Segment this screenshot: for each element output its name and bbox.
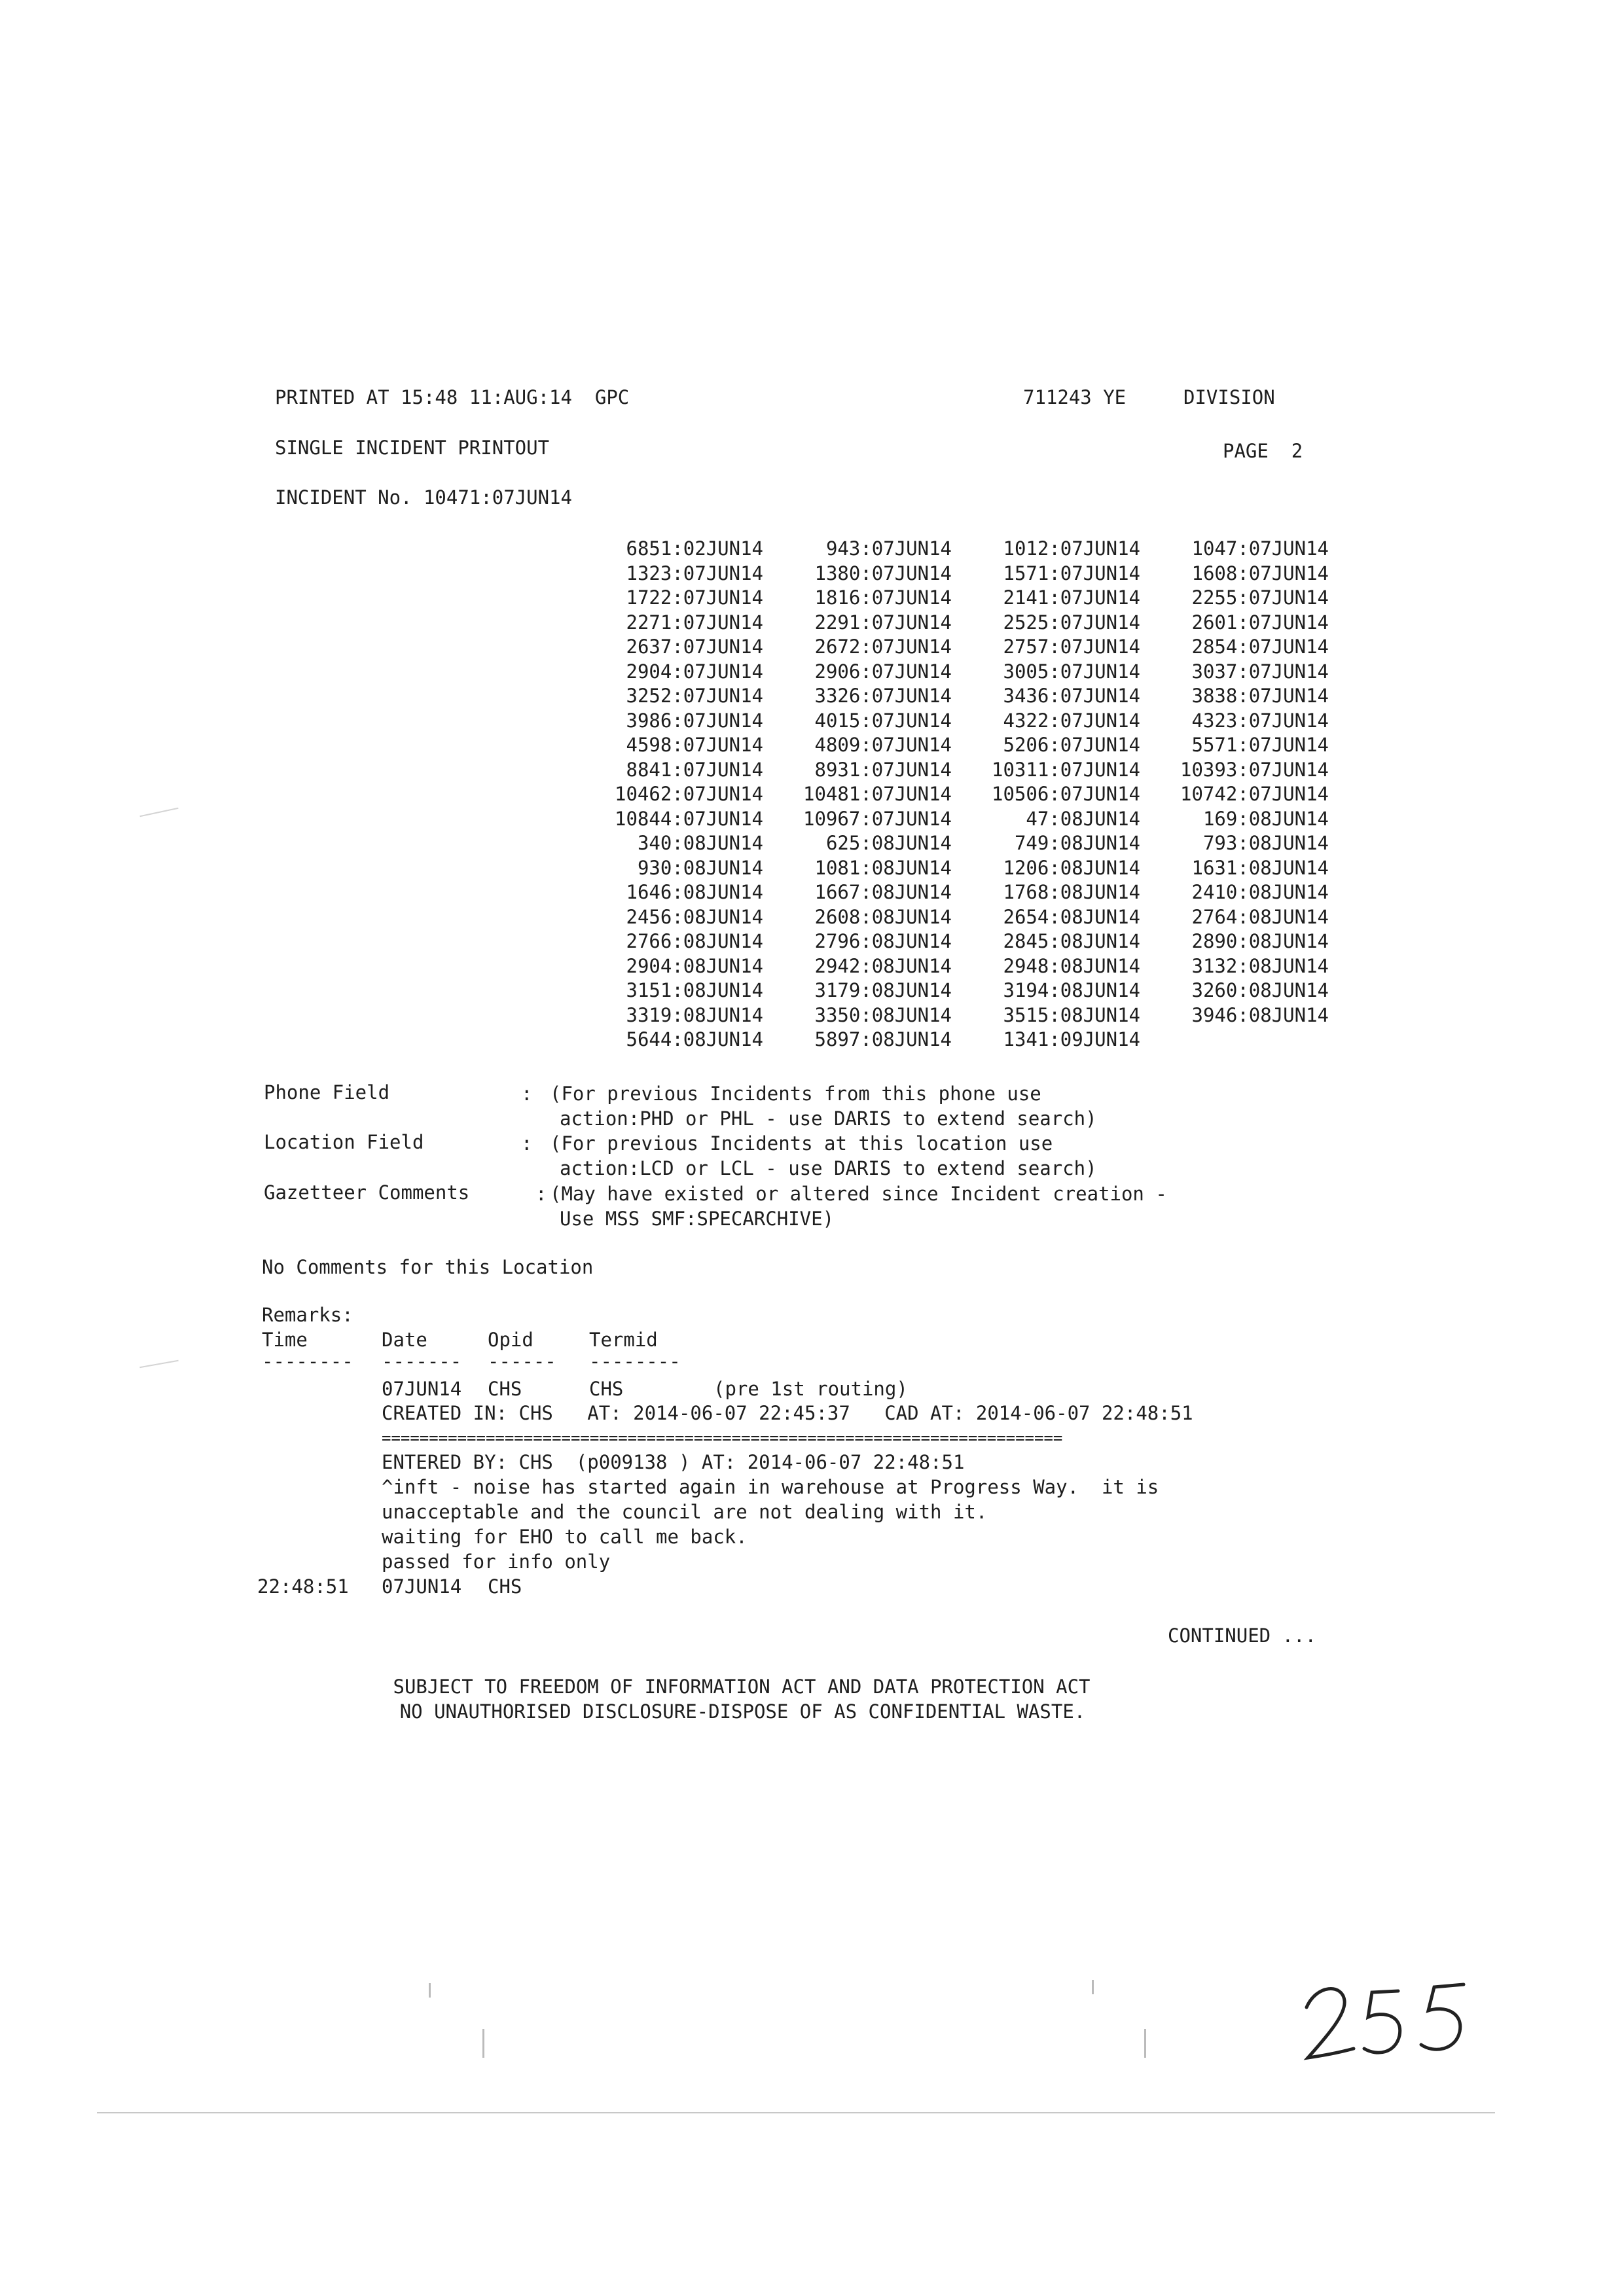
remark-text-line2: unacceptable and the council are not dealing with it. — [382, 1501, 988, 1523]
gazetteer-comments-note-line1: (May have existed or altered since Incident creation - — [550, 1183, 1167, 1205]
incident-ref-cell: 10311:07JUN14 — [992, 758, 1140, 781]
incident-ref-cell: 10393:07JUN14 — [1180, 758, 1329, 781]
remark-text-line3: waiting for EHO to call me back. — [382, 1526, 748, 1548]
incident-ref-cell: 2904:08JUN14 — [626, 954, 763, 977]
incident-ref-cell: 1722:07JUN14 — [626, 586, 763, 609]
remark-entry-opid: CHS — [488, 1378, 522, 1400]
continued-label: CONTINUED ... — [1168, 1624, 1316, 1647]
incident-ref-cell: 2948:08JUN14 — [1003, 954, 1140, 977]
incident-ref-cell: 10742:07JUN14 — [1180, 783, 1329, 805]
incident-ref-cell: 2764:08JUN14 — [1191, 905, 1329, 928]
incident-ref-cell: 3946:08JUN14 — [1191, 1003, 1329, 1026]
incident-ref-cell: 5644:08JUN14 — [626, 1028, 763, 1050]
incident-ref-cell: 2654:08JUN14 — [1003, 905, 1140, 928]
incident-ref-cell: 8841:07JUN14 — [626, 758, 763, 781]
remarks-col-opid: Opid — [488, 1329, 533, 1351]
scan-mark — [139, 1360, 178, 1368]
incident-ref-cell: 3252:07JUN14 — [626, 685, 763, 707]
incident-ref-cell: 2906:07JUN14 — [814, 660, 952, 683]
incident-ref-cell: 625:08JUN14 — [825, 832, 952, 854]
incident-ref-cell: 3132:08JUN14 — [1191, 954, 1329, 977]
incident-ref-cell: 1012:07JUN14 — [1003, 537, 1140, 560]
remark-entry2-time: 22:48:51 — [257, 1575, 349, 1598]
incident-ref-cell: 5571:07JUN14 — [1191, 734, 1329, 756]
incident-ref-cell: 10967:07JUN14 — [803, 807, 952, 830]
incident-ref-cell: 3005:07JUN14 — [1003, 660, 1140, 683]
incident-ref-cell: 10462:07JUN14 — [615, 783, 763, 805]
scan-mark — [1092, 1980, 1094, 1994]
incident-ref-cell: 2271:07JUN14 — [626, 611, 763, 634]
location-field-label: Location Field — [264, 1131, 424, 1153]
incident-ref-cell: 2845:08JUN14 — [1003, 930, 1140, 952]
remark-entry-date: 07JUN14 — [382, 1378, 462, 1400]
incident-ref-cell: 749:08JUN14 — [1014, 832, 1140, 854]
phone-field-note-line1: (For previous Incidents from this phone use — [550, 1083, 1041, 1105]
incident-reference-grid — [575, 537, 1329, 1052]
incident-ref-cell: 1608:07JUN14 — [1191, 562, 1329, 584]
incident-ref-cell: 169:08JUN14 — [1202, 807, 1329, 830]
incident-ref-cell: 3319:08JUN14 — [626, 1003, 763, 1026]
incident-ref-cell: 3326:07JUN14 — [814, 685, 952, 707]
incident-ref-cell: 5206:07JUN14 — [1003, 734, 1140, 756]
incident-ref-cell: 1341:09JUN14 — [1003, 1028, 1140, 1050]
remark-entry-termid: CHS — [589, 1378, 624, 1400]
incident-ref-cell: 340:08JUN14 — [637, 832, 763, 854]
incident-ref-cell: 1081:08JUN14 — [814, 856, 952, 879]
remarks-col-time: Time — [262, 1329, 308, 1351]
incident-ref-cell: 10481:07JUN14 — [803, 783, 952, 805]
incident-ref-cell: 10506:07JUN14 — [992, 783, 1140, 805]
incident-ref-cell: 930:08JUN14 — [637, 856, 763, 879]
incident-ref-cell: 2291:07JUN14 — [814, 611, 952, 634]
remarks-dash-termid: -------- — [589, 1350, 681, 1372]
incident-ref-cell: 2672:07JUN14 — [814, 636, 952, 658]
footer-notice-line1: SUBJECT TO FREEDOM OF INFORMATION ACT AND DATA PROTECTION ACT — [393, 1676, 1091, 1698]
phone-field-label: Phone Field — [264, 1081, 390, 1103]
incident-ref-cell: 1380:07JUN14 — [814, 562, 952, 584]
scan-mark — [139, 808, 178, 817]
incident-ref-cell: 1768:08JUN14 — [1003, 881, 1140, 903]
incident-ref-cell: 1667:08JUN14 — [814, 881, 952, 903]
remark-entry2-opid: CHS — [488, 1575, 522, 1598]
incident-ref-cell: 3436:07JUN14 — [1003, 685, 1140, 707]
incident-ref-cell: 2942:08JUN14 — [814, 954, 952, 977]
division-label: DIVISION — [1183, 386, 1275, 408]
scan-mark — [1144, 2029, 1146, 2058]
incident-ref-cell: 1816:07JUN14 — [814, 586, 952, 609]
incident-ref-cell: 5897:08JUN14 — [814, 1028, 952, 1050]
incident-ref-cell: 47:08JUN14 — [1026, 807, 1140, 830]
gazetteer-comments-note-line2: Use MSS SMF:SPECARCHIVE) — [560, 1208, 835, 1230]
remark-entry-note: (pre 1st routing) — [713, 1378, 908, 1400]
handwritten-page-number — [1300, 1971, 1470, 2070]
location-field-note-line2: action:LCD or LCL - use DARIS to extend search) — [560, 1157, 1097, 1179]
remarks-col-termid: Termid — [589, 1329, 658, 1351]
gazetteer-comments-label: Gazetteer Comments — [264, 1181, 470, 1204]
remarks-separator: ======================================================================== — [382, 1429, 1063, 1447]
footer-notice-line2: NO UNAUTHORISED DISCLOSURE-DISPOSE OF AS CONFIDENTIAL WASTE. — [399, 1700, 1086, 1723]
incident-ref-cell: 6851:02JUN14 — [626, 537, 763, 560]
printed-at: PRINTED AT 15:48 11:AUG:14 GPC — [275, 386, 630, 408]
incident-ref-cell: 8931:07JUN14 — [814, 758, 952, 781]
phone-field-separator: : — [521, 1083, 533, 1105]
incident-ref-cell — [1140, 1028, 1329, 1052]
incident-ref-cell: 10844:07JUN14 — [615, 807, 763, 830]
incident-ref-cell: 3260:08JUN14 — [1191, 979, 1329, 1001]
incident-ref-cell: 3838:07JUN14 — [1191, 685, 1329, 707]
incident-ref-cell: 2637:07JUN14 — [626, 636, 763, 658]
incident-ref-cell: 3350:08JUN14 — [814, 1003, 952, 1026]
incident-ref-cell: 2757:07JUN14 — [1003, 636, 1140, 658]
incident-ref-cell: 1571:07JUN14 — [1003, 562, 1140, 584]
incident-ref-cell: 2141:07JUN14 — [1003, 586, 1140, 609]
incident-ref-cell: 2255:07JUN14 — [1191, 586, 1329, 609]
incident-ref-cell: 3151:08JUN14 — [626, 979, 763, 1001]
incident-ref-cell: 3515:08JUN14 — [1003, 1003, 1140, 1026]
scan-mark — [429, 1983, 431, 1998]
remarks-dash-opid: ------ — [488, 1350, 556, 1372]
entered-by-line: ENTERED BY: CHS (p009138 ) AT: 2014-06-07 22:48:51 — [382, 1451, 965, 1473]
no-location-comments: No Comments for this Location — [262, 1256, 594, 1278]
remarks-dash-time: -------- — [262, 1350, 353, 1372]
remarks-dash-date: ------- — [382, 1350, 462, 1372]
incident-ref-cell: 943:07JUN14 — [825, 537, 952, 560]
incident-ref-cell: 2890:08JUN14 — [1191, 930, 1329, 952]
incident-ref-cell: 1646:08JUN14 — [626, 881, 763, 903]
bottom-edge-line — [97, 2112, 1495, 2113]
incident-ref-cell: 2766:08JUN14 — [626, 930, 763, 952]
document-title: SINGLE INCIDENT PRINTOUT — [275, 437, 550, 459]
page-number: PAGE 2 — [1223, 440, 1303, 462]
incident-ref-cell: 2601:07JUN14 — [1191, 611, 1329, 634]
incident-ref-cell: 3037:07JUN14 — [1191, 660, 1329, 683]
incident-number: INCIDENT No. 10471:07JUN14 — [275, 486, 572, 509]
incident-ref-cell: 1323:07JUN14 — [626, 562, 763, 584]
incident-ref-cell: 793:08JUN14 — [1202, 832, 1329, 854]
incident-ref-cell: 3986:07JUN14 — [626, 709, 763, 732]
incident-ref-cell: 4598:07JUN14 — [626, 734, 763, 756]
incident-ref-cell: 2854:07JUN14 — [1191, 636, 1329, 658]
incident-ref-cell: 1631:08JUN14 — [1191, 856, 1329, 879]
created-in-line: CREATED IN: CHS AT: 2014-06-07 22:45:37 CAD AT: 2014-06-07 22:48:51 — [382, 1402, 1193, 1424]
remarks-heading: Remarks: — [262, 1304, 353, 1326]
incident-ref-cell: 4323:07JUN14 — [1191, 709, 1329, 732]
incident-ref-cell: 1047:07JUN14 — [1191, 537, 1329, 560]
remarks-col-date: Date — [382, 1329, 427, 1351]
incident-ref-cell: 4809:07JUN14 — [814, 734, 952, 756]
incident-ref-cell: 4015:07JUN14 — [814, 709, 952, 732]
remark-text-line1: ^inft - noise has started again in warehouse at Progress Way. it is — [382, 1476, 1159, 1498]
incident-ref-cell: 4322:07JUN14 — [1003, 709, 1140, 732]
incident-ref-cell: 2456:08JUN14 — [626, 905, 763, 928]
reference-code: 711243 YE — [1023, 386, 1127, 408]
incident-ref-cell: 2410:08JUN14 — [1191, 881, 1329, 903]
gazetteer-comments-separator: : — [535, 1183, 547, 1205]
incident-ref-cell: 1206:08JUN14 — [1003, 856, 1140, 879]
phone-field-note-line2: action:PHD or PHL - use DARIS to extend search) — [560, 1107, 1097, 1130]
remark-text-line4: passed for info only — [382, 1551, 611, 1573]
incident-ref-cell: 3179:08JUN14 — [814, 979, 952, 1001]
location-field-note-line1: (For previous Incidents at this location use — [550, 1132, 1053, 1155]
incident-ref-cell: 3194:08JUN14 — [1003, 979, 1140, 1001]
incident-ref-cell: 2525:07JUN14 — [1003, 611, 1140, 634]
incident-ref-cell: 2608:08JUN14 — [814, 905, 952, 928]
incident-ref-cell: 2796:08JUN14 — [814, 930, 952, 952]
incident-ref-cell: 2904:07JUN14 — [626, 660, 763, 683]
scan-mark — [482, 2029, 484, 2058]
location-field-separator: : — [521, 1132, 533, 1155]
remark-entry2-date: 07JUN14 — [382, 1575, 462, 1598]
